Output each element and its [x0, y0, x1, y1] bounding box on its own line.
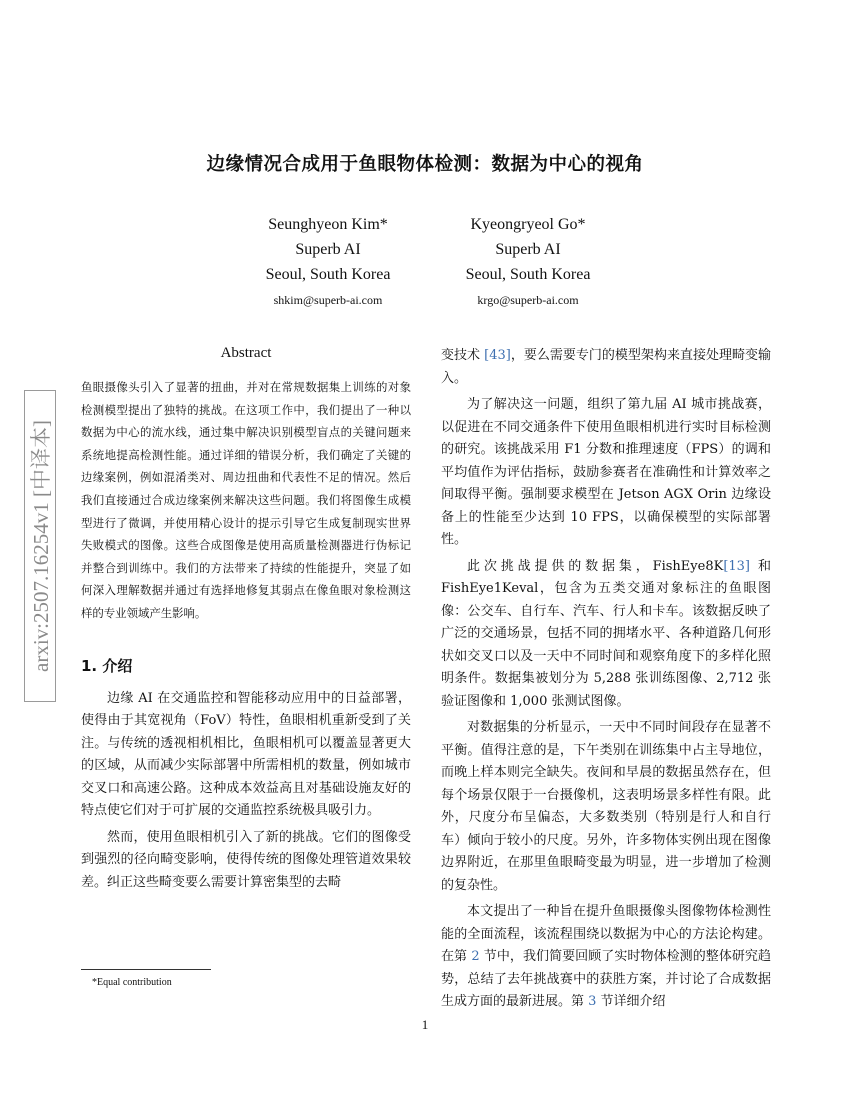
section-heading-introduction: 1. 介绍	[81, 656, 133, 675]
abstract-heading: Abstract	[220, 345, 272, 361]
arxiv-identifier: arxiv:2507.16254v1 [中译本]	[29, 420, 53, 672]
section-ref-link[interactable]: 3	[588, 994, 597, 1009]
author-email[interactable]: shkim@superb-ai.com	[273, 293, 383, 307]
author-name: Seunghyeon Kim*	[268, 216, 388, 233]
footnote-divider	[81, 969, 211, 970]
arxiv-sidebar	[24, 390, 56, 702]
author-email[interactable]: krgo@superb-ai.com	[477, 293, 579, 307]
text-span: ，要么需要专门的模型架构来直接处理畸变输入。	[441, 348, 771, 386]
text-span: 本文提出了一种旨在提升鱼眼摄像头图像物体检测性能的全面流程，该流程围绕以数据为中心的方法论构建。在第	[441, 904, 771, 964]
right-paragraph-2	[441, 556, 771, 714]
left-column	[81, 345, 411, 898]
citation-link[interactable]: [13]	[723, 558, 750, 574]
paper-title: 边缘情况合成用于鱼眼物体检测：数据为中心的视角	[206, 154, 644, 175]
right-paragraph-continued	[441, 345, 771, 390]
right-column	[441, 345, 771, 1018]
right-paragraph-3: 对数据集的分析显示，一天中不同时间段存在显著不平衡。值得注意的是，下午类别在训练集中占主导地位，而晚上样本则完全缺失。夜间和早晨的数据虽然存在，但每个场景仅限于一台摄像机，这表明场景多样性有限。此外，尺度分布呈偏态，大多数类别（特别是行人和自行车）倾向于较小的尺度。另外，许多物体实例出现在图像边界附近，在那里鱼眼畸变最为明显，进一步增加了检测的复杂性。	[441, 720, 771, 893]
author-affiliation: Superb AI	[295, 241, 361, 258]
citation-link[interactable]: [43]	[484, 348, 511, 363]
text-span: 节中，我们简要回顾了实时物体检测的整体研究趋势，总结了去年挑战赛中的获胜方案，并讨论了合成数据生成方面的最新进展。第	[441, 949, 771, 1009]
text-span: 变技术	[441, 348, 485, 363]
abstract-text: 鱼眼摄像头引入了显著的扭曲，并对在常规数据集上训练的对象检测模型提出了独特的挑战。在这项工作中，我们提出了一种以数据为中心的流水线，通过集中解决识别模型盲点的关键问题来系统地提高检测性能。通过详细的错误分析，我们确定了关键的边缘案例，例如混淆类对、周边扭曲和代表性不足的情况。然后我们直接通过合成边缘案例来解决这些问题。我们将图像生成模型进行了微调，并使用精心设计的提示引导它生成复制现实世界失败模式的图像。这些合成图像是使用高质量检测器进行伪标记并整合到训练中。我们的方法带来了持续的性能提升，突显了如何深入理解数据并通过有选择地修复其弱点在像鱼眼对象检测这样的专业领域产生影响。	[81, 380, 411, 620]
author-block-2	[408, 212, 648, 314]
section-ref-link[interactable]: 2	[471, 949, 480, 964]
intro-paragraph-1: 边缘 AI 在交通监控和智能移动应用中的日益部署，使得由于其宽视角（FoV）特性，鱼眼相机重新受到了关注。与传统的透视相机相比，鱼眼相机可以覆盖显著更大的区域，从而减少实际部署中所需相机的数量，例如城市交叉口和高速公路。这种成本效益高且对基础设施友好的特点使它们对于可扩展的交通监控系统极具吸引力。	[81, 690, 411, 819]
page-number: 1	[421, 1017, 429, 1032]
author-location: Seoul, South Korea	[465, 266, 591, 283]
author-location: Seoul, South Korea	[265, 266, 391, 283]
right-paragraph-1: 为了解决这一问题，组织了第九届 AI 城市挑战赛，以促进在不同交通条件下使用鱼眼相机进行实时目标检测的研究。该挑战采用 F1 分数和推理速度（FPS）的调和平均值作为评估指标，鼓励参赛者在准确性和计算效率之间取得平衡。强制要求模型在 Jetson AGX Orin 边缘设备上的性能至少达到 10 FPS，以确保模型的实际部署性。	[441, 397, 771, 547]
footnote: *Equal contribution	[92, 977, 172, 988]
text-span: 此次挑战提供的数据集，FishEye8K	[467, 558, 724, 574]
right-paragraph-4	[441, 901, 771, 1014]
text-span: 和 FishEye1Keval，包含为五类交通对象标注的鱼眼图像：公交车、自行车、汽车、行人和卡车。该数据反映了广泛的交通场景，包括不同的拥堵水平、各种道路几何形状如交叉口以及一天中不同时间和观察角度下的多样化照明条件。数据集被划分为 5,288 张训练图像、2,712 张验证图像和 1,000 张测试图像。	[441, 558, 772, 709]
author-name: Kyeongryeol Go*	[470, 216, 586, 233]
author-affiliation: Superb AI	[495, 241, 561, 258]
text-span: 节详细介绍	[596, 994, 666, 1009]
intro-paragraph-2: 然而，使用鱼眼相机引入了新的挑战。它们的图像受到强烈的径向畸变影响，使得传统的图像处理管道效果较差。纠正这些畸变要么需要计算密集型的去畸	[81, 829, 411, 890]
